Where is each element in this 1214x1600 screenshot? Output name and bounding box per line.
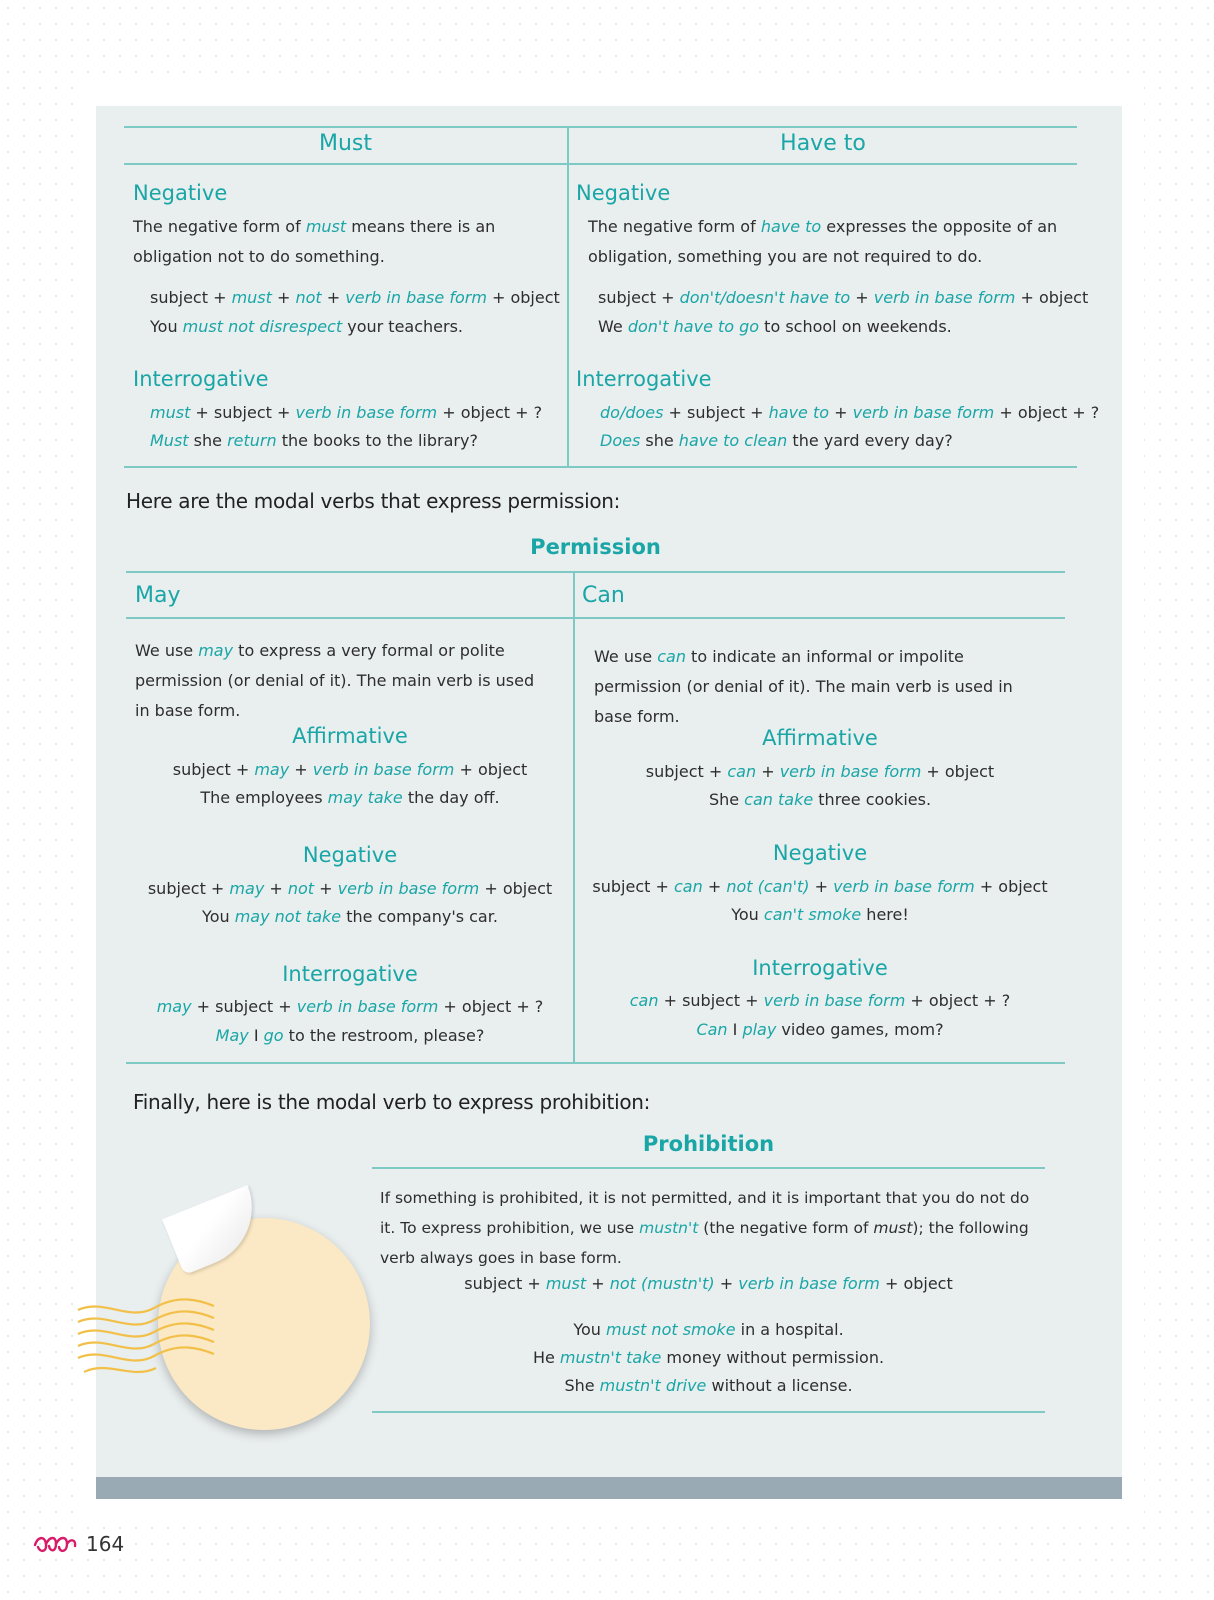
highlighted-term: not (mustn't): [609, 1274, 715, 1293]
plain-text: + object + ?: [905, 991, 1011, 1010]
italic-term: must: [873, 1219, 913, 1237]
plain-text: expresses the opposite of an obligation, something you are not required to do.: [588, 217, 1058, 266]
plain-text: your teachers.: [342, 317, 464, 336]
highlighted-term: mustn't drive: [599, 1376, 707, 1395]
plain-text: subject +: [645, 762, 728, 781]
footer-bar: [96, 1477, 1122, 1499]
plain-text: subject +: [592, 877, 674, 896]
plain-text: to school on weekends.: [759, 317, 952, 336]
plain-text: to indicate an informal or impolite permission (or denial of it). The main verb is used in base form.: [594, 647, 1013, 726]
have-interrogative-heading: Interrogative: [576, 367, 712, 391]
highlighted-term: verb in base form: [296, 997, 439, 1016]
permission-header-rule: [126, 617, 1065, 619]
prohibition-intro: Finally, here is the modal verb to express prohibition:: [133, 1090, 651, 1114]
highlighted-term: don't/doesn't have to: [679, 288, 851, 307]
plain-text: +: [756, 762, 780, 781]
book-logo-icon: [32, 1532, 78, 1556]
plain-text: + subject +: [190, 403, 296, 422]
plain-text: + object: [921, 762, 995, 781]
may-interrogative-example: [126, 1021, 574, 1051]
must-negative-description: [133, 212, 561, 272]
have-interrogative-example: [600, 426, 953, 456]
plain-text: You: [573, 1320, 606, 1339]
plain-text: video games, mom?: [776, 1020, 944, 1039]
table-bottom-rule: [124, 466, 1077, 468]
plain-text: + subject +: [663, 403, 769, 422]
highlighted-term: not: [295, 288, 322, 307]
plain-text: He: [532, 1348, 560, 1367]
plain-text: she: [640, 431, 679, 450]
prohibition-description: [380, 1183, 1040, 1273]
plain-text: We: [598, 317, 628, 336]
highlighted-term: play: [742, 1020, 777, 1039]
can-affirmative-formula: [575, 757, 1065, 787]
plain-text: +: [714, 1274, 739, 1293]
have-negative-description: [588, 212, 1058, 272]
highlighted-term: can: [657, 647, 686, 666]
plain-text: She: [564, 1376, 600, 1395]
highlighted-term: can: [673, 877, 703, 896]
plain-text: the books to the library?: [276, 431, 478, 450]
highlighted-term: have to clean: [678, 431, 788, 450]
highlighted-term: must: [231, 288, 272, 307]
plain-text: You: [202, 907, 235, 926]
permission-intro: Here are the modal verbs that express permission:: [126, 489, 621, 513]
plain-text: You: [731, 905, 764, 924]
plain-text: +: [829, 403, 853, 422]
column-header-can: Can: [582, 583, 625, 608]
can-negative-example: [575, 900, 1065, 930]
can-interrogative-formula: [575, 986, 1065, 1016]
highlighted-term: verb in base form: [833, 877, 975, 896]
plain-text: the day off.: [402, 788, 500, 807]
highlighted-term: must: [545, 1274, 587, 1293]
may-interrogative-heading: Interrogative: [282, 962, 418, 986]
highlighted-term: do/does: [600, 403, 664, 422]
highlighted-term: verb in base form: [345, 288, 487, 307]
plain-text: +: [289, 760, 313, 779]
plain-text: + subject +: [191, 997, 297, 1016]
plain-text: +: [271, 288, 296, 307]
plain-text: subject +: [598, 288, 680, 307]
have-interrogative-formula: [600, 398, 1099, 428]
must-interrogative-formula: [150, 398, 542, 428]
highlighted-term: may: [229, 879, 265, 898]
prohibition-top-rule: [372, 1167, 1045, 1169]
may-affirmative-formula: [126, 755, 574, 785]
highlighted-term: must: [150, 403, 191, 422]
plain-text: the yard every day?: [787, 431, 953, 450]
can-interrogative-example: [575, 1015, 1065, 1045]
table-top-rule: [124, 126, 1077, 128]
can-negative-formula: [575, 872, 1065, 902]
may-affirmative-heading: Affirmative: [292, 724, 408, 748]
highlighted-term: can take: [744, 790, 814, 809]
highlighted-term: may not take: [234, 907, 342, 926]
highlighted-term: verb in base form: [738, 1274, 880, 1293]
table-header-rule: [124, 163, 1077, 165]
prohibition-title: Prohibition: [642, 1132, 775, 1156]
plain-text: +: [586, 1274, 610, 1293]
plain-text: If something is prohibited, it is not permitted, and it is important that you do not do it. To express prohibition, we use: [380, 1189, 1030, 1237]
highlighted-term: return: [227, 431, 277, 450]
column-header-have-to: Have to: [780, 131, 866, 156]
plain-text: +: [850, 288, 874, 307]
plain-text: she: [188, 431, 228, 450]
plain-text: + object: [486, 288, 560, 307]
plain-text: + object: [1015, 288, 1089, 307]
plain-text: subject +: [172, 760, 255, 779]
plain-text: I: [248, 1026, 264, 1045]
plain-text: three cookies.: [813, 790, 932, 809]
may-interrogative-formula: [126, 992, 574, 1022]
highlighted-term: Does: [600, 431, 641, 450]
highlighted-term: may: [254, 760, 290, 779]
page-number: 164: [86, 1532, 125, 1556]
highlighted-term: not (can't): [726, 877, 810, 896]
plain-text: money without permission.: [661, 1348, 885, 1367]
plain-text: We use: [594, 647, 658, 666]
plain-text: to express a very formal or polite permission (or denial of it). The main verb is used in base form.: [135, 641, 535, 720]
plain-text: subject +: [464, 1274, 546, 1293]
highlighted-term: have to: [768, 403, 830, 422]
may-description: [135, 636, 535, 726]
highlighted-term: may: [198, 641, 234, 660]
plain-text: the company's car.: [341, 907, 498, 926]
highlighted-term: verb in base form: [312, 760, 455, 779]
plain-text: You: [150, 317, 183, 336]
highlighted-term: go: [263, 1026, 284, 1045]
highlighted-term: may: [156, 997, 192, 1016]
column-header-may: May: [135, 583, 181, 608]
permission-title: Permission: [530, 535, 661, 559]
must-interrogative-example: [150, 426, 478, 456]
plain-text: +: [321, 288, 346, 307]
plain-text: without a license.: [706, 1376, 853, 1395]
can-interrogative-heading: Interrogative: [752, 956, 888, 980]
plain-text: + object: [879, 1274, 953, 1293]
highlighted-term: must not disrespect: [182, 317, 343, 336]
may-negative-example: [126, 902, 574, 932]
plain-text: The negative form of: [133, 217, 306, 236]
permission-top-rule: [126, 571, 1065, 573]
highlighted-term: Can: [696, 1020, 728, 1039]
plain-text: The negative form of: [588, 217, 761, 236]
permission-bottom-rule: [126, 1062, 1065, 1064]
may-affirmative-example: [126, 783, 574, 813]
plain-text: ); the following verb always goes in base form.: [380, 1219, 1029, 1267]
prohibition-example-2: [372, 1343, 1045, 1373]
plain-text: subject +: [147, 879, 230, 898]
table-divider: [567, 126, 569, 468]
have-negative-heading: Negative: [576, 181, 671, 205]
highlighted-term: verb in base form: [337, 879, 480, 898]
must-negative-heading: Negative: [133, 181, 228, 205]
have-negative-example: [598, 312, 952, 342]
plain-text: + object + ?: [437, 403, 543, 422]
prohibition-formula: [372, 1269, 1045, 1299]
highlighted-term: verb in base form: [763, 991, 906, 1010]
highlighted-term: can't smoke: [763, 905, 862, 924]
highlighted-term: may take: [327, 788, 403, 807]
highlighted-term: May: [215, 1026, 249, 1045]
highlighted-term: verb in base form: [852, 403, 995, 422]
may-negative-heading: Negative: [302, 843, 398, 867]
highlighted-term: don't have to go: [627, 317, 760, 336]
plain-text: I: [727, 1020, 743, 1039]
highlighted-term: mustn't: [639, 1219, 699, 1237]
highlighted-term: verb in base form: [779, 762, 922, 781]
highlighted-term: verb in base form: [295, 403, 438, 422]
plain-text: +: [809, 877, 834, 896]
prohibition-bottom-rule: [372, 1411, 1045, 1413]
plain-text: + object: [479, 879, 553, 898]
plain-text: + object: [974, 877, 1048, 896]
prohibition-example-1: [372, 1315, 1045, 1345]
highlighted-term: verb in base form: [873, 288, 1016, 307]
plain-text: (the negative form of: [698, 1219, 874, 1237]
highlighted-term: must not smoke: [606, 1320, 736, 1339]
highlighted-term: have to: [760, 217, 822, 236]
highlighted-term: mustn't take: [559, 1348, 662, 1367]
can-description: [594, 642, 1044, 732]
have-negative-formula: [598, 283, 1088, 313]
must-negative-formula: [150, 283, 560, 313]
can-negative-heading: Negative: [772, 841, 868, 865]
plain-text: She: [708, 790, 745, 809]
must-interrogative-heading: Interrogative: [133, 367, 269, 391]
plain-text: + object: [454, 760, 528, 779]
plain-text: +: [702, 877, 727, 896]
plain-text: means there is an obligation not to do something.: [133, 217, 496, 266]
plain-text: +: [314, 879, 338, 898]
plain-text: to the restroom, please?: [283, 1026, 485, 1045]
must-negative-example: [150, 312, 463, 342]
prohibition-example-3: [372, 1371, 1045, 1401]
highlighted-term: can: [727, 762, 757, 781]
column-header-must: Must: [318, 131, 372, 156]
plain-text: here!: [861, 905, 909, 924]
plain-text: We use: [135, 641, 199, 660]
highlighted-term: can: [629, 991, 659, 1010]
plain-text: + object + ?: [994, 403, 1100, 422]
plain-text: + subject +: [658, 991, 764, 1010]
can-affirmative-example: [575, 785, 1065, 815]
can-affirmative-heading: Affirmative: [762, 726, 878, 750]
plain-text: in a hospital.: [735, 1320, 844, 1339]
plain-text: The employees: [200, 788, 328, 807]
highlighted-term: not: [287, 879, 315, 898]
plain-text: subject +: [150, 288, 232, 307]
plain-text: +: [264, 879, 288, 898]
highlighted-term: Must: [150, 431, 189, 450]
plain-text: + object + ?: [438, 997, 544, 1016]
may-negative-formula: [126, 874, 574, 904]
stamp-wave-lines: [74, 1280, 224, 1390]
highlighted-term: must: [305, 217, 347, 236]
